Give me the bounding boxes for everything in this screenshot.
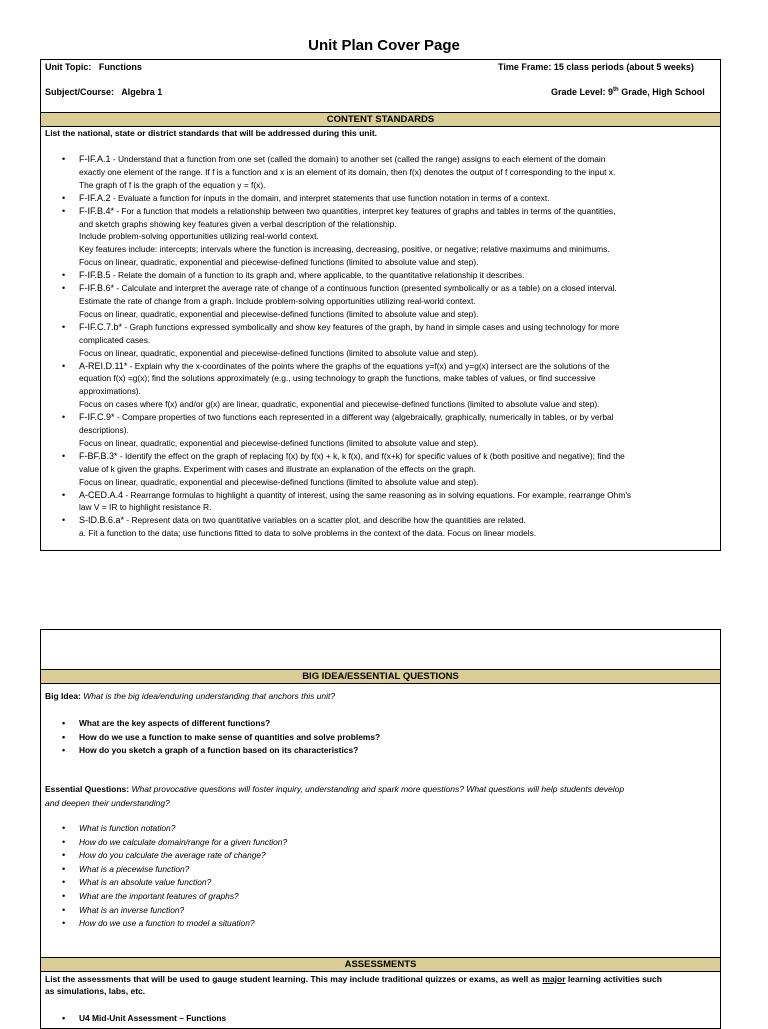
big-idea-box xyxy=(40,629,721,1029)
big-idea-item: • How do we use a function to make sense of quantities and solve problems? xyxy=(79,731,716,745)
big-idea-header: BIG IDEA/ESSENTIAL QUESTIONS xyxy=(41,669,720,684)
essential-question-item: • What is an inverse function? xyxy=(79,904,716,918)
assessments-header: ASSESSMENTS xyxy=(41,957,720,972)
standard-text: - Understand that a function from one set (called the domain) to another set (called the range) assigns to each element of the domain xyxy=(110,154,606,164)
standard-text: Focus on linear, quadratic, exponential and piecewise-defined functions (limited to absolute value and step). xyxy=(79,476,479,487)
time-frame: Time Frame: 15 class periods (about 5 weeks) xyxy=(498,62,694,72)
standard-text: Focus on linear, quadratic, exponential and piecewise-defined functions (limited to absolute value and step). xyxy=(79,308,479,319)
standard-code: F-IF.B.4* xyxy=(79,205,115,216)
grade-level: Grade Level: 9th Grade, High School xyxy=(551,87,705,97)
standard-text: Focus on cases where f(x) and/or g(x) are linear, quadratic, exponential and piecewise-defined functions (limited to absolute value and step). xyxy=(79,399,600,410)
content-standards-intro: List the national, state or district standards that will be addressed during this unit. xyxy=(45,128,378,138)
standards-list xyxy=(41,153,716,540)
standard-code: F-IF.C.9* xyxy=(79,412,115,423)
standard-text: a. Fit a function to the data; use functions fitted to data to solve problems in the context of the data. Focus on linear models. xyxy=(79,528,537,539)
standard-text: Estimate the rate of change from a graph. Include problem-solving opportunities utilizing real-world context. xyxy=(79,295,476,306)
big-idea-item: • What are the key aspects of different functions? xyxy=(79,717,716,731)
standard-code: F-IF.B.5 xyxy=(79,270,111,281)
page-title: Unit Plan Cover Page xyxy=(308,37,460,54)
standard-text: complicated cases. xyxy=(79,334,151,345)
standard-code: A-CED.A.4 xyxy=(79,489,124,500)
assessment-item: • U4 Mid-Unit Assessment – Functions xyxy=(79,1012,716,1025)
standard-item xyxy=(79,360,716,412)
standard-text: - Graph functions expressed symbolically and show key features of the graph, by hand in simple cases and using technology for more xyxy=(122,321,620,332)
essential-question-item: • What is a piecewise function? xyxy=(79,863,716,877)
essential-questions-list xyxy=(41,822,716,931)
unit-topic-label: Unit Topic: xyxy=(45,62,92,72)
standard-text: approximations). xyxy=(79,386,141,397)
standard-code: A-REI.D.11* xyxy=(79,360,128,371)
standard-item xyxy=(79,282,716,321)
standard-text: - Represent data on two quantitative variables on a scatter plot, and describe how the quantities are related. xyxy=(124,515,526,526)
standard-code: F-BF.B.3* xyxy=(79,450,118,461)
essential-question-item: • What is function notation? xyxy=(79,822,716,836)
standard-text: Include problem-solving opportunities utilizing real-world context. xyxy=(79,231,319,242)
standard-item xyxy=(79,489,716,515)
subject-label: Subject/Course: xyxy=(45,87,115,97)
standard-text: Focus on linear, quadratic, exponential and piecewise-defined functions (limited to absolute value and step). xyxy=(79,347,479,358)
standard-text: Focus on linear, quadratic, exponential and piecewise-defined functions (limited to absolute value and step). xyxy=(79,257,479,268)
big-idea-item: • How do you sketch a graph of a function based on its characteristics? xyxy=(79,744,716,758)
unit-topic-value: Functions xyxy=(98,62,142,72)
standard-text: - Rearrange formulas to highlight a quantity of interest, using the same reasoning as in solving equations. For example, rearrange Ohm's xyxy=(123,489,632,500)
standard-text: - Relate the domain of a function to its graph and, where applicable, to the quantitative relationship it describes. xyxy=(110,270,525,281)
standard-text: equation f(x) =g(x); find the solutions approximately (e.g., using technology to graph the functions, make tables of values, or find successive xyxy=(79,373,596,384)
essential-question-item: • How do we use a function to model a situation? xyxy=(79,917,716,931)
assessments-list xyxy=(41,1012,716,1025)
standard-text: - Evaluate a function for inputs in the domain, and interpret statements that use function notation in terms of a context. xyxy=(110,192,550,203)
standard-text: and sketch graphs showing key features given a verbal description of the relationship. xyxy=(79,218,397,229)
standard-item xyxy=(79,450,716,489)
standard-code: F-IF.A.2 xyxy=(79,192,111,203)
standard-text: value of k given the graphs. Experiment with cases and illustrate an explanation of the effects on the graph. xyxy=(79,463,476,474)
standard-text: Key features include: intercepts; intervals where the function is increasing, decreasing, positive, or negative; relative maximums and minimums. xyxy=(79,244,610,255)
content-standards-header: CONTENT STANDARDS xyxy=(41,112,720,127)
standard-text: descriptions). xyxy=(79,425,129,436)
subject-value: Algebra 1 xyxy=(121,87,163,97)
essential-question-item: • How do you calculate the average rate of change? xyxy=(79,849,716,863)
essential-question-item: • What are the important features of graphs? xyxy=(79,890,716,904)
standard-code: F-IF.B.6* xyxy=(79,283,115,294)
standard-text: - Compare properties of two functions each represented in a different way (algebraically, graphically, numerically in tables, or by verbal xyxy=(114,412,614,423)
standard-text: exactly one element of the range. If f is a function and x is an element of its domain, then f(x) denotes the output of f corresponding to the input x. xyxy=(79,166,616,177)
standard-item xyxy=(79,514,716,540)
big-idea-list xyxy=(41,717,716,758)
content-standards-box xyxy=(40,59,721,551)
standard-code: F-IF.C.7.b* xyxy=(79,321,123,332)
standard-code: S-ID.B.6.a* xyxy=(79,515,125,526)
standard-text: The graph of f is the graph of the equation y = f(x). xyxy=(79,179,266,190)
standard-item xyxy=(79,153,716,192)
standard-text: - Calculate and interpret the average rate of change of a continuous function (presented symbolically or as a table) on a closed interval. xyxy=(114,283,617,294)
standard-item xyxy=(79,205,716,270)
essential-question-item: • What is an absolute value function? xyxy=(79,876,716,890)
standard-item xyxy=(79,192,716,205)
standard-text: law V = IR to highlight resistance R. xyxy=(79,502,212,513)
essential-question-item: • How do we calculate domain/range for a given function? xyxy=(79,836,716,850)
standard-text: - For a function that models a relationship between two quantities, interpret key features of graphs and tables in terms of the quantities, xyxy=(114,205,616,216)
essential-questions-prompt: Essential Questions: What provocative questions will foster inquiry, understanding and spark more questions? What questions will help students develop and deepen their understanding? xyxy=(45,784,625,808)
standard-code: F-IF.A.1 xyxy=(79,154,111,164)
standard-item xyxy=(79,269,716,282)
standard-item xyxy=(79,321,716,360)
assessments-intro: List the assessments that will be used to gauge student learning. This may include traditional quizzes or exams, as well as major learning activities such as simulations, labs, etc. xyxy=(45,974,662,996)
standard-item xyxy=(79,411,716,450)
standard-text: - Explain why the x-coordinates of the points where the graphs of the equations y=f(x) and y=g(x) intersect are the solutions of the xyxy=(127,360,610,371)
standard-text: Focus on linear, quadratic, exponential and piecewise-defined functions (limited to absolute value and step). xyxy=(79,437,479,448)
standard-text: - Identify the effect on the graph of replacing f(x) by f(x) + k, k f(x), and f(x+k) for specific values of k (both positive and negative); find the xyxy=(117,450,625,461)
big-idea-prompt: Big Idea: What is the big idea/enduring understanding that anchors this unit? xyxy=(45,691,336,701)
